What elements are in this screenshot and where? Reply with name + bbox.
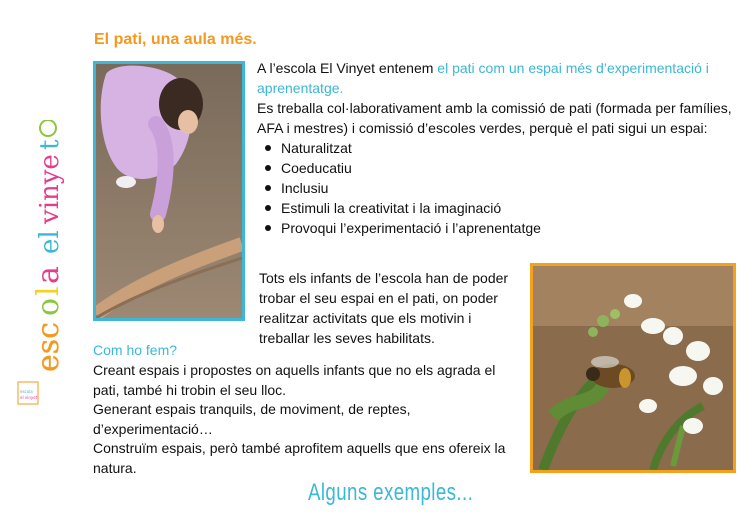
intro-highlight: el pati com un espai més d’experimentació i aprenentatge. bbox=[257, 60, 709, 96]
list-item: Estimuli la creativitat i la imaginació bbox=[281, 198, 737, 218]
list-item: Inclusiu bbox=[281, 178, 737, 198]
list-item: Naturalitzat bbox=[281, 138, 737, 158]
how-heading: Com ho fem? bbox=[93, 342, 178, 358]
svg-text:escola: escola bbox=[20, 389, 33, 394]
how-line: Creant espais i propostes on aquells infants que no els agrada el pati, també hi trobin el seu lloc. bbox=[93, 362, 496, 398]
list-item: Coeducatiu bbox=[281, 158, 737, 178]
how-line: Construïm espais, però també aprofitem aquells que ens ofereix la natura. bbox=[93, 440, 506, 476]
small-logo-mark bbox=[18, 382, 38, 404]
photo-child-drawing-in-sand bbox=[93, 61, 245, 321]
intro-text bbox=[257, 58, 737, 238]
pati-features-list bbox=[257, 138, 737, 238]
svg-text:o: o bbox=[31, 297, 66, 316]
svg-text:esc: esc bbox=[31, 322, 66, 372]
logo-wordmark bbox=[31, 120, 66, 372]
intro-prefix: A l’escola El Vinyet entenem bbox=[257, 60, 438, 76]
how-line: Generant espais tranquils, de moviment, de reptes, d’experimentació… bbox=[93, 401, 411, 437]
inclusion-paragraph: Tots els infants de l’escola han de poder trobar el seu espai en el pati, on poder realitzar activitats que els motivin i treballar les seves habilitats. bbox=[259, 270, 509, 346]
svg-text:l: l bbox=[31, 286, 66, 296]
how-body bbox=[93, 361, 513, 478]
photo-bee-on-flowers bbox=[530, 263, 736, 473]
school-logo-graphic bbox=[14, 120, 84, 420]
svg-text:el: el bbox=[35, 230, 65, 254]
svg-text:a: a bbox=[31, 266, 66, 284]
svg-text:vinye: vinye bbox=[35, 154, 65, 224]
intro-paragraph bbox=[257, 58, 737, 98]
school-logo bbox=[14, 120, 84, 420]
page-title: El pati, una aula més. bbox=[94, 31, 257, 48]
list-item: Provoqui l’experimentació i l’aprenentatge bbox=[281, 218, 737, 238]
svg-text:t: t bbox=[35, 139, 65, 150]
intro-body: Es treballa col·laborativament amb la comissió de pati (formada per famílies, AFA i mestres) i comissió d’escoles verdes, perquè el pati sigui un espai: bbox=[257, 100, 732, 136]
svg-text:el vinyet: el vinyet bbox=[20, 395, 38, 400]
examples-heading: Alguns exemples... bbox=[308, 479, 474, 506]
